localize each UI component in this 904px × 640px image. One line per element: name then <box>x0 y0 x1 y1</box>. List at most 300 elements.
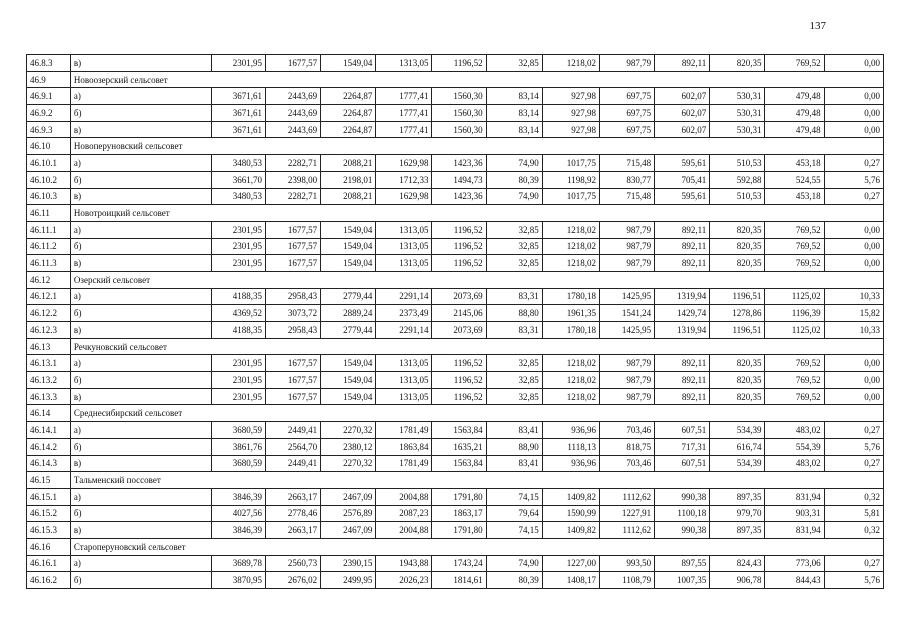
value-cell: 2301,95 <box>211 255 265 272</box>
value-cell: 5,81 <box>824 505 883 522</box>
value-cell: 1560,30 <box>432 88 486 105</box>
table-row <box>27 255 884 272</box>
value-cell: 1563,84 <box>432 455 486 472</box>
row-code: 46.8.3 <box>27 55 71 72</box>
value-cell: 1863,17 <box>432 505 486 522</box>
row-label: б) <box>70 171 211 188</box>
value-cell: 80,39 <box>486 572 542 589</box>
value-cell: 88,90 <box>486 438 542 455</box>
value-cell: 10,33 <box>824 288 883 305</box>
table-row <box>27 88 884 105</box>
table-row <box>27 155 884 172</box>
value-cell: 818,75 <box>599 438 654 455</box>
value-cell: 74,90 <box>486 155 542 172</box>
table-row <box>27 488 884 505</box>
table-row <box>27 438 884 455</box>
value-cell: 3680,59 <box>211 422 265 439</box>
section-row <box>27 138 884 155</box>
value-cell: 1549,04 <box>321 55 376 72</box>
row-label: б) <box>70 572 211 589</box>
value-cell: 1196,52 <box>432 221 486 238</box>
value-cell: 0,32 <box>824 488 883 505</box>
value-cell: 32,85 <box>486 388 542 405</box>
value-cell: 2560,73 <box>266 555 321 572</box>
value-cell: 1677,57 <box>266 255 321 272</box>
table-row <box>27 522 884 539</box>
value-cell: 0,00 <box>824 372 883 389</box>
value-cell: 0,00 <box>824 105 883 122</box>
value-cell: 1791,80 <box>432 522 486 539</box>
value-cell: 1677,57 <box>266 355 321 372</box>
value-cell: 0,00 <box>824 55 883 72</box>
value-cell: 479,48 <box>765 88 824 105</box>
value-cell: 1196,39 <box>765 305 824 322</box>
row-code: 46.16.2 <box>27 572 71 589</box>
value-cell: 83,14 <box>486 88 542 105</box>
value-cell: 1196,52 <box>432 372 486 389</box>
value-cell: 0,00 <box>824 255 883 272</box>
value-cell: 0,27 <box>824 422 883 439</box>
section-title: Староперуновский сельсовет <box>70 538 883 555</box>
row-code: 46.15.1 <box>27 488 71 505</box>
row-code: 46.11.1 <box>27 221 71 238</box>
value-cell: 1313,05 <box>376 238 432 255</box>
value-cell: 2088,21 <box>321 188 376 205</box>
section-title: Новоозерский сельсовет <box>70 71 883 88</box>
value-cell: 1125,02 <box>765 322 824 339</box>
value-cell: 1629,98 <box>376 155 432 172</box>
value-cell: 1196,52 <box>432 55 486 72</box>
value-cell: 1712,33 <box>376 171 432 188</box>
value-cell: 1017,75 <box>542 155 599 172</box>
value-cell: 10,33 <box>824 322 883 339</box>
value-cell: 1494,73 <box>432 171 486 188</box>
value-cell: 990,38 <box>655 488 710 505</box>
value-cell: 1218,02 <box>542 355 599 372</box>
value-cell: 3480,53 <box>211 155 265 172</box>
row-code: 46.12 <box>27 271 71 288</box>
value-cell: 0,00 <box>824 238 883 255</box>
value-cell: 2301,95 <box>211 388 265 405</box>
value-cell: 4027,56 <box>211 505 265 522</box>
value-cell: 4188,35 <box>211 322 265 339</box>
value-cell: 0,27 <box>824 455 883 472</box>
table-body <box>27 55 884 589</box>
value-cell: 1409,82 <box>542 488 599 505</box>
value-cell: 1560,30 <box>432 121 486 138</box>
value-cell: 892,11 <box>655 372 710 389</box>
value-cell: 602,07 <box>655 121 710 138</box>
value-cell: 0,32 <box>824 522 883 539</box>
value-cell: 1590,99 <box>542 505 599 522</box>
table-row <box>27 305 884 322</box>
value-cell: 1125,02 <box>765 288 824 305</box>
value-cell: 2026,23 <box>376 572 432 589</box>
value-cell: 1425,95 <box>599 322 654 339</box>
value-cell: 903,31 <box>765 505 824 522</box>
value-cell: 2676,02 <box>266 572 321 589</box>
row-label: а) <box>70 422 211 439</box>
value-cell: 987,79 <box>599 221 654 238</box>
value-cell: 820,35 <box>710 355 765 372</box>
value-cell: 0,00 <box>824 221 883 238</box>
value-cell: 5,76 <box>824 572 883 589</box>
section-row <box>27 71 884 88</box>
value-cell: 3689,78 <box>211 555 265 572</box>
section-row <box>27 405 884 422</box>
value-cell: 2270,32 <box>321 455 376 472</box>
value-cell: 769,52 <box>765 388 824 405</box>
value-cell: 32,85 <box>486 221 542 238</box>
value-cell: 1549,04 <box>321 255 376 272</box>
section-row <box>27 205 884 222</box>
value-cell: 2264,87 <box>321 88 376 105</box>
value-cell: 3671,61 <box>211 121 265 138</box>
value-cell: 453,18 <box>765 155 824 172</box>
value-cell: 2004,88 <box>376 488 432 505</box>
table-row <box>27 221 884 238</box>
value-cell: 1108,79 <box>599 572 654 589</box>
row-code: 46.9 <box>27 71 71 88</box>
value-cell: 2390,15 <box>321 555 376 572</box>
value-cell: 607,51 <box>655 422 710 439</box>
row-label: б) <box>70 105 211 122</box>
value-cell: 697,75 <box>599 105 654 122</box>
value-cell: 2264,87 <box>321 121 376 138</box>
value-cell: 830,77 <box>599 171 654 188</box>
row-label: б) <box>70 305 211 322</box>
value-cell: 1313,05 <box>376 372 432 389</box>
value-cell: 554,39 <box>765 438 824 455</box>
value-cell: 1278,86 <box>710 305 765 322</box>
table-row <box>27 288 884 305</box>
value-cell: 715,48 <box>599 155 654 172</box>
value-cell: 1563,84 <box>432 422 486 439</box>
value-cell: 2778,46 <box>266 505 321 522</box>
table-row <box>27 505 884 522</box>
value-cell: 1118,13 <box>542 438 599 455</box>
value-cell: 820,35 <box>710 388 765 405</box>
value-cell: 1780,18 <box>542 288 599 305</box>
value-cell: 1017,75 <box>542 188 599 205</box>
row-label: в) <box>70 388 211 405</box>
table-row <box>27 422 884 439</box>
table-row <box>27 555 884 572</box>
value-cell: 2291,14 <box>376 322 432 339</box>
row-label: в) <box>70 322 211 339</box>
table-row <box>27 372 884 389</box>
row-code: 46.12.2 <box>27 305 71 322</box>
value-cell: 773,06 <box>765 555 824 572</box>
value-cell: 3671,61 <box>211 88 265 105</box>
value-cell: 2301,95 <box>211 372 265 389</box>
value-cell: 1100,18 <box>655 505 710 522</box>
value-cell: 592,88 <box>710 171 765 188</box>
table-row <box>27 171 884 188</box>
value-cell: 987,79 <box>599 255 654 272</box>
value-cell: 2291,14 <box>376 288 432 305</box>
value-cell: 1218,02 <box>542 255 599 272</box>
row-code: 46.15.3 <box>27 522 71 539</box>
row-label: а) <box>70 288 211 305</box>
value-cell: 892,11 <box>655 55 710 72</box>
value-cell: 1227,91 <box>599 505 654 522</box>
row-label: в) <box>70 55 211 72</box>
section-row <box>27 472 884 489</box>
value-cell: 703,46 <box>599 422 654 439</box>
row-code: 46.13.1 <box>27 355 71 372</box>
value-cell: 769,52 <box>765 55 824 72</box>
value-cell: 3861,76 <box>211 438 265 455</box>
value-cell: 1677,57 <box>266 238 321 255</box>
value-cell: 2282,71 <box>266 188 321 205</box>
value-cell: 602,07 <box>655 105 710 122</box>
value-cell: 0,27 <box>824 155 883 172</box>
value-cell: 936,96 <box>542 455 599 472</box>
value-cell: 820,35 <box>710 55 765 72</box>
value-cell: 3846,39 <box>211 522 265 539</box>
value-cell: 2564,70 <box>266 438 321 455</box>
value-cell: 616,74 <box>710 438 765 455</box>
section-title: Речкуновский сельсовет <box>70 338 883 355</box>
value-cell: 88,80 <box>486 305 542 322</box>
value-cell: 993,50 <box>599 555 654 572</box>
value-cell: 1777,41 <box>376 88 432 105</box>
value-cell: 2467,09 <box>321 488 376 505</box>
table-row <box>27 238 884 255</box>
value-cell: 1677,57 <box>266 55 321 72</box>
value-cell: 906,78 <box>710 572 765 589</box>
value-cell: 4369,52 <box>211 305 265 322</box>
value-cell: 1791,80 <box>432 488 486 505</box>
value-cell: 524,55 <box>765 171 824 188</box>
value-cell: 1196,52 <box>432 388 486 405</box>
value-cell: 483,02 <box>765 455 824 472</box>
value-cell: 453,18 <box>765 188 824 205</box>
value-cell: 2145,06 <box>432 305 486 322</box>
value-cell: 2073,69 <box>432 288 486 305</box>
row-label: а) <box>70 488 211 505</box>
value-cell: 0,00 <box>824 88 883 105</box>
value-cell: 1423,36 <box>432 155 486 172</box>
row-label: б) <box>70 372 211 389</box>
value-cell: 2467,09 <box>321 522 376 539</box>
table-row <box>27 55 884 72</box>
value-cell: 2087,23 <box>376 505 432 522</box>
value-cell: 715,48 <box>599 188 654 205</box>
value-cell: 3073,72 <box>266 305 321 322</box>
section-title: Новоперуновский сельсовет <box>70 138 883 155</box>
value-cell: 2264,87 <box>321 105 376 122</box>
value-cell: 1549,04 <box>321 388 376 405</box>
value-cell: 1814,61 <box>432 572 486 589</box>
section-title: Озерский сельсовет <box>70 271 883 288</box>
row-code: 46.14 <box>27 405 71 422</box>
value-cell: 1635,21 <box>432 438 486 455</box>
value-cell: 3870,95 <box>211 572 265 589</box>
value-cell: 2449,41 <box>266 422 321 439</box>
value-cell: 2301,95 <box>211 238 265 255</box>
value-cell: 3480,53 <box>211 188 265 205</box>
value-cell: 831,94 <box>765 522 824 539</box>
row-code: 46.14.1 <box>27 422 71 439</box>
value-cell: 1429,74 <box>655 305 710 322</box>
table-row <box>27 572 884 589</box>
table-row <box>27 105 884 122</box>
row-label: а) <box>70 221 211 238</box>
value-cell: 2004,88 <box>376 522 432 539</box>
value-cell: 483,02 <box>765 422 824 439</box>
row-code: 46.10.1 <box>27 155 71 172</box>
value-cell: 1196,52 <box>432 238 486 255</box>
value-cell: 4188,35 <box>211 288 265 305</box>
value-cell: 892,11 <box>655 355 710 372</box>
value-cell: 1007,35 <box>655 572 710 589</box>
value-cell: 1677,57 <box>266 221 321 238</box>
page-number: 137 <box>809 20 826 32</box>
tariff-table <box>26 54 884 589</box>
row-code: 46.12.3 <box>27 322 71 339</box>
row-code: 46.16.1 <box>27 555 71 572</box>
value-cell: 1313,05 <box>376 221 432 238</box>
value-cell: 1677,57 <box>266 388 321 405</box>
value-cell: 897,55 <box>655 555 710 572</box>
value-cell: 0,00 <box>824 388 883 405</box>
value-cell: 595,61 <box>655 155 710 172</box>
value-cell: 510,53 <box>710 188 765 205</box>
row-code: 46.13.3 <box>27 388 71 405</box>
value-cell: 2958,43 <box>266 288 321 305</box>
section-title: Среднесибирский сельсовет <box>70 405 883 422</box>
value-cell: 1409,82 <box>542 522 599 539</box>
value-cell: 2270,32 <box>321 422 376 439</box>
value-cell: 1196,52 <box>432 355 486 372</box>
value-cell: 820,35 <box>710 372 765 389</box>
value-cell: 1423,36 <box>432 188 486 205</box>
value-cell: 2663,17 <box>266 522 321 539</box>
value-cell: 1218,02 <box>542 221 599 238</box>
value-cell: 769,52 <box>765 372 824 389</box>
value-cell: 1319,94 <box>655 322 710 339</box>
value-cell: 2443,69 <box>266 88 321 105</box>
row-code: 46.14.3 <box>27 455 71 472</box>
value-cell: 897,35 <box>710 488 765 505</box>
row-label: а) <box>70 355 211 372</box>
row-label: б) <box>70 505 211 522</box>
value-cell: 824,43 <box>710 555 765 572</box>
row-code: 46.11.2 <box>27 238 71 255</box>
value-cell: 2380,12 <box>321 438 376 455</box>
value-cell: 2499,95 <box>321 572 376 589</box>
value-cell: 534,39 <box>710 422 765 439</box>
table-row <box>27 455 884 472</box>
table-row <box>27 121 884 138</box>
row-label: а) <box>70 555 211 572</box>
value-cell: 530,31 <box>710 121 765 138</box>
value-cell: 1313,05 <box>376 388 432 405</box>
value-cell: 83,31 <box>486 322 542 339</box>
value-cell: 5,76 <box>824 438 883 455</box>
value-cell: 74,15 <box>486 488 542 505</box>
value-cell: 2449,41 <box>266 455 321 472</box>
value-cell: 74,90 <box>486 188 542 205</box>
value-cell: 2576,89 <box>321 505 376 522</box>
value-cell: 769,52 <box>765 221 824 238</box>
value-cell: 2073,69 <box>432 322 486 339</box>
value-cell: 479,48 <box>765 105 824 122</box>
value-cell: 892,11 <box>655 255 710 272</box>
value-cell: 990,38 <box>655 522 710 539</box>
row-code: 46.9.3 <box>27 121 71 138</box>
row-code: 46.13.2 <box>27 372 71 389</box>
value-cell: 602,07 <box>655 88 710 105</box>
row-label: б) <box>70 438 211 455</box>
value-cell: 717,31 <box>655 438 710 455</box>
value-cell: 534,39 <box>710 455 765 472</box>
value-cell: 820,35 <box>710 221 765 238</box>
row-label: б) <box>70 238 211 255</box>
value-cell: 595,61 <box>655 188 710 205</box>
value-cell: 3846,39 <box>211 488 265 505</box>
value-cell: 0,00 <box>824 355 883 372</box>
value-cell: 1777,41 <box>376 105 432 122</box>
value-cell: 510,53 <box>710 155 765 172</box>
value-cell: 83,41 <box>486 455 542 472</box>
row-code: 46.10 <box>27 138 71 155</box>
value-cell: 2443,69 <box>266 121 321 138</box>
value-cell: 1863,84 <box>376 438 432 455</box>
row-code: 46.15 <box>27 472 71 489</box>
value-cell: 1541,24 <box>599 305 654 322</box>
value-cell: 1780,18 <box>542 322 599 339</box>
value-cell: 831,94 <box>765 488 824 505</box>
row-label: в) <box>70 188 211 205</box>
value-cell: 3671,61 <box>211 105 265 122</box>
value-cell: 1196,51 <box>710 322 765 339</box>
value-cell: 2779,44 <box>321 322 376 339</box>
value-cell: 3680,59 <box>211 455 265 472</box>
row-label: в) <box>70 455 211 472</box>
value-cell: 3661,70 <box>211 171 265 188</box>
value-cell: 607,51 <box>655 455 710 472</box>
value-cell: 769,52 <box>765 355 824 372</box>
table-row <box>27 188 884 205</box>
value-cell: 927,98 <box>542 88 599 105</box>
value-cell: 820,35 <box>710 255 765 272</box>
value-cell: 892,11 <box>655 238 710 255</box>
value-cell: 1313,05 <box>376 355 432 372</box>
value-cell: 979,70 <box>710 505 765 522</box>
value-cell: 2958,43 <box>266 322 321 339</box>
section-row <box>27 271 884 288</box>
value-cell: 1198,92 <box>542 171 599 188</box>
row-label: в) <box>70 522 211 539</box>
value-cell: 2301,95 <box>211 55 265 72</box>
value-cell: 83,14 <box>486 121 542 138</box>
value-cell: 1408,17 <box>542 572 599 589</box>
row-code: 46.11 <box>27 205 71 222</box>
section-row <box>27 338 884 355</box>
value-cell: 2889,24 <box>321 305 376 322</box>
value-cell: 927,98 <box>542 105 599 122</box>
value-cell: 32,85 <box>486 255 542 272</box>
value-cell: 844,43 <box>765 572 824 589</box>
row-code: 46.14.2 <box>27 438 71 455</box>
value-cell: 2301,95 <box>211 221 265 238</box>
value-cell: 2088,21 <box>321 155 376 172</box>
value-cell: 74,90 <box>486 555 542 572</box>
value-cell: 2398,00 <box>266 171 321 188</box>
